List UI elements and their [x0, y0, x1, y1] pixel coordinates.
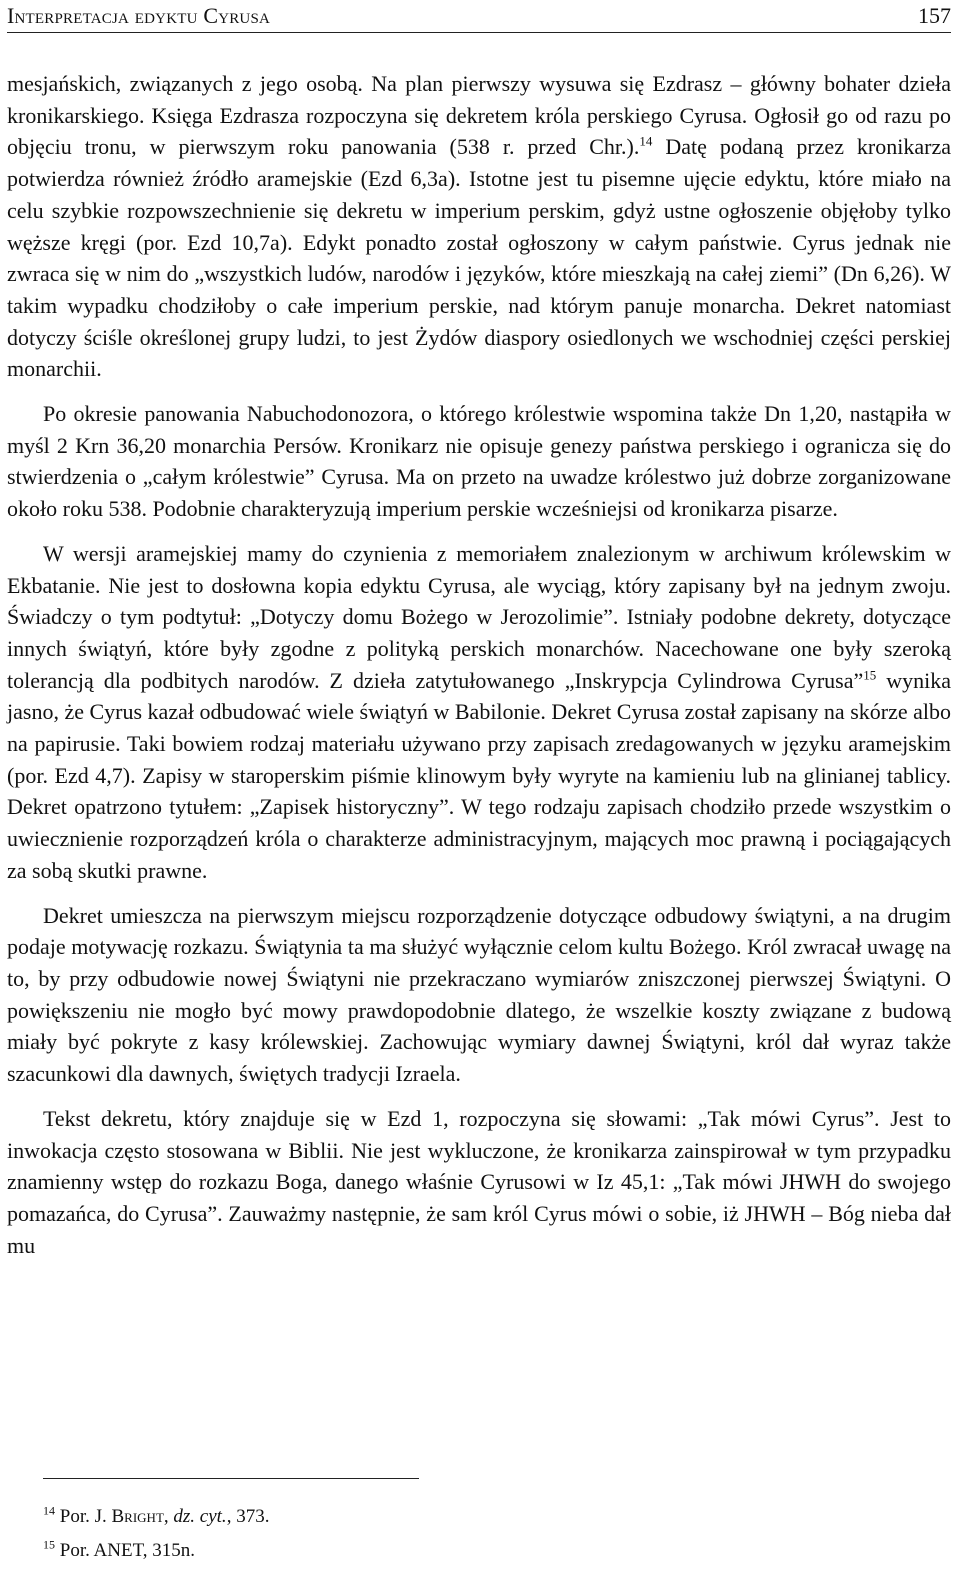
paragraph-text: W wersji aramejskiej mamy do czynienia z memoriałem znalezionym w archiwum królewskim w Ekbatanie. Nie jest to dosłowna kopia edyktu Cyrusa, ale wyciąg, który zapisany był na jednym zwoju. Świadczy o tym podtytuł: „Dotyczy domu Bożego w Jerozolimie”. Istniały podobne dekrety, dotyczące innych świątyń, które były zgodne z polityką perskich monarchów. Nacechowane one były szeroką tolerancją dla podbitych narodów. Z dzieła zatytułowanego „Inskrypcja Cylindrowa Cyrusa”	[7, 540, 951, 693]
footnote-15: $^{15}$ Por. ANET, 315n.	[43, 1537, 196, 1561]
paragraph-text: wynika jasno, że Cyrus kazał odbudować wiele świątyń w Babilonie. Dekret Cyrusa został zapisany na skórze albo na papirusie. Taki bowiem rodzaj materiału używano przy zapisach zredagowanych w języku aramejskim (por. Ezd 4,7). Zapisy w staroperskim piśmie klinowym były wyryte na kamieniu lub na glinianej tablicy. Dekret opatrzono tytułem: „Zapisek historyczny”. W tego rodzaju zapisach chodziło przede wszystkim o uwiecznienie rozporządzeń króla o charakterze administracyjnym, mających moc prawną i pociągających za sobą skutki prawne.	[7, 667, 952, 883]
footnote-ref-15: 15	[863, 667, 877, 683]
footnote-14: $^{14}$ Por. J. Bright, dz. cyt., 373.	[43, 1503, 270, 1527]
page	[7, 0, 952, 1561]
page-number: 157	[918, 3, 951, 28]
paragraph-5: Tekst dekretu, który znajduje się w Ezd 1, rozpoczyna się słowami: „Tak mówi Cyrus”. Jest to inwokacja często stosowana w Biblii. Nie jest wykluczone, że kronikarza zainspirował w tym przypadku znamienny wstęp do rozkazu Boga, danego właśnie Cyrusowi w Iz 45,1: „Tak mówi JHWH do swojego pomazańca, do Cyrusa”. Zauważmy następnie, że sam król Cyrus mówi o sobie, iż JHWH – Bóg nieba dał mu	[7, 1105, 951, 1258]
footnote-number: 14	[43, 1503, 55, 1518]
running-header	[7, 0, 951, 33]
main-text	[7, 68, 951, 1274]
paragraph-text: mesjańskich, związanych z jego osobą. Na plan pierwszy wysuwa się Ezdrasz – główny bohater dzieła kronikarskiego. Księga Ezdrasza rozpoczyna się dekretem króla perskiego Cyrusa. Ogłosił go od razu po objęciu tronu, w pierwszym roku panowania (538 r. przed Chr.).	[7, 71, 951, 160]
footnotes	[43, 1500, 269, 1568]
paragraph-1	[7, 68, 951, 385]
footnote-divider	[43, 1478, 419, 1479]
paragraph-2: Po okresie panowania Nabuchodonozora, o którego królestwie wspomina także Dn 1,20, nastąpiła w myśl 2 Krn 36,20 monarchia Persów. Kronikarz nie opisuje genezy państwa perskiego i ogranicza się do stwierdzenia o „całym królestwie” Cyrusa. Ma on przeto na uwadze królestwo już dobrze zorganizowane około roku 538. Podobnie charakteryzują imperium perskie wcześniejsi od kronikarza pisarze.	[7, 401, 951, 522]
footnote-work-title: dz. cyt.	[173, 1506, 227, 1527]
paragraph-3	[7, 538, 951, 887]
paragraph-4: Dekret umieszcza na pierwszym miejscu rozporządzenie dotyczące odbudowy świątyni, a na drugim podaje motywację rozkazu. Świątynia ta ma służyć wyłącznie celom kultu Bożego. Król zwracał uwagę na to, by przy odbudowie nowej Świątyni nie przekraczano wymiarów zniszczonej pierwszej Świątyni. O powiększeniu nie mogło być mowy prawdopodobnie dlatego, że wszelkie koszty związane z budową miały być pokryte z kasy królewskiej. Zachowując wymiary dawnej Świątyni, król dał wyraz także szacunkowi dla dawnych, świętych tradycji Izraela.	[7, 902, 951, 1087]
running-title: Interpretacja edyktu Cyrusa	[7, 3, 271, 28]
footnote-number: 15	[43, 1537, 55, 1552]
footnote-author: Bright	[111, 1506, 164, 1527]
footnote-ref-14: 14	[639, 134, 653, 150]
paragraph-text: Datę podaną przez kronikarza potwierdza również źródło aramejskie (Ezd 6,3a). Istotne jest tu pisemne ujęcie edyktu, które miało na celu szybkie rozpowszechnienie się dekretu w imperium perskim, gdyż ustne ogłoszenie objęłoby tylko węższe kręgi (por. Ezd 10,7a). Edykt ponadto został ogłoszony w całym państwie. Cyrus jednak nie zwraca się w nim do „wszystkich ludów, narodów i języków, które mieszkają na całej ziemi” (Dn 6,26). W takim wypadku chodziłoby o całe imperium perskie, nad którym panuje monarcha. Dekret natomiast dotyczy ściśle określonej grupy ludzi, to jest Żydów diaspory osiedlonych we wschodniej części perskiej monarchii.	[7, 134, 951, 382]
